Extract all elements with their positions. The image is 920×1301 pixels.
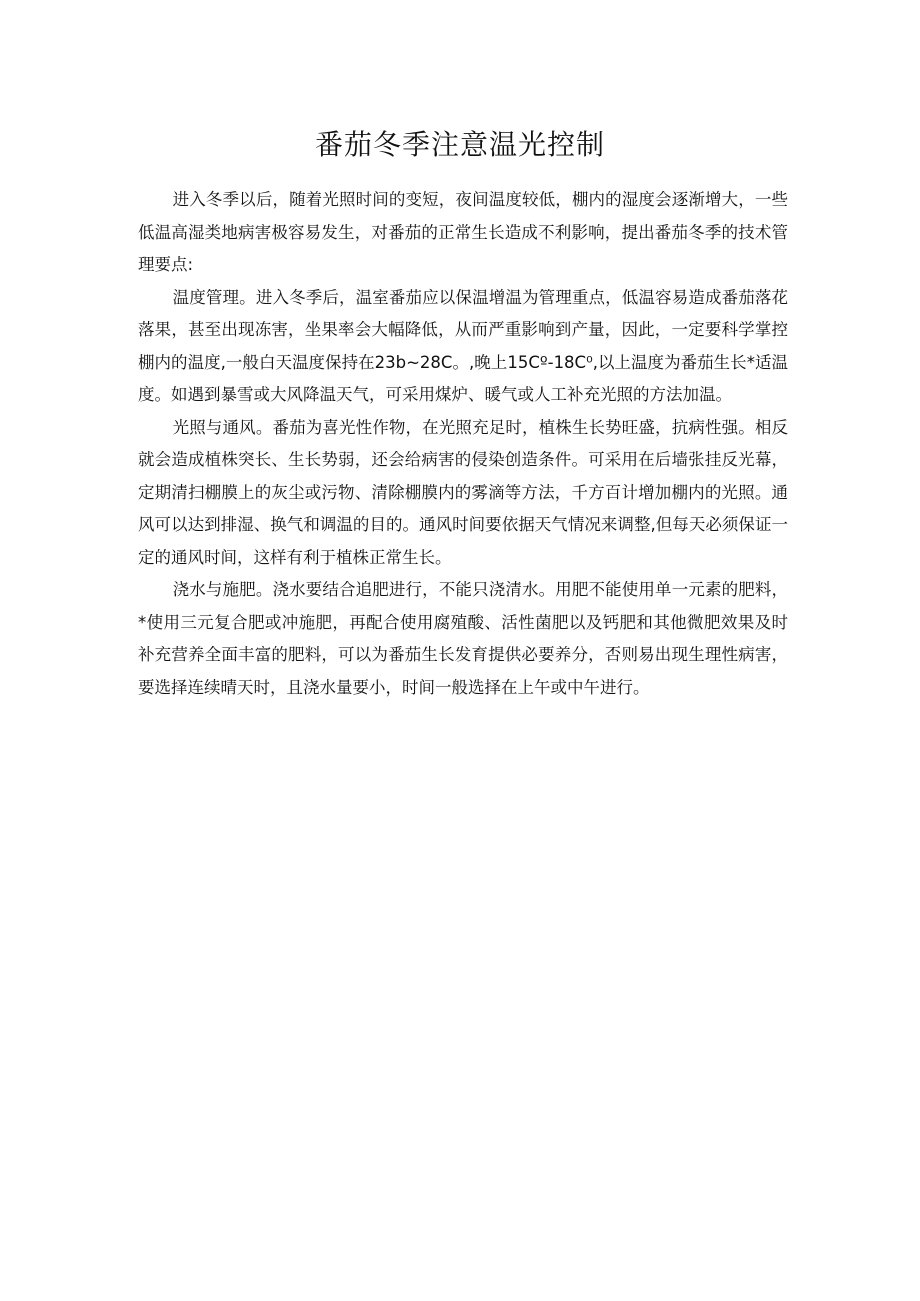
document-body — [138, 184, 788, 704]
document-title: 番茄冬季注意温光控制 — [314, 128, 605, 161]
temperature-paragraph: 温度管理。进入冬季后，温室番茄应以保温增温为管理重点，低温容易造成番茄落花落果，甚至出现冻害，坐果率会大幅降低，从而严重影响到产量，因此，一定要科学掌控棚内的温度,一般白天温度保持在23b~28C。,晚上15Cº-18C⁰,以上温度为番茄生长*适温度。如遇到暴雪或大风降温天气，可采用煤炉、暖气或人工补充光照的方法加温。 — [138, 287, 788, 404]
intro-paragraph: 进入冬季以后，随着光照时间的变短，夜间温度较低，棚内的湿度会逐渐增大，一些低温高湿类地病害极容易发生，对番茄的正常生长造成不利影响，提出番茄冬季的技术管理要点: — [138, 190, 788, 274]
light-ventilation-paragraph: 光照与通风。番茄为喜光性作物，在光照充足时，植株生长势旺盛，抗病性强。相反就会造成植株突长、生长势弱，还会给病害的侵染创造条件。可采用在后墙张挂反光幕，定期清扫棚膜上的灰尘或污物、清除棚膜内的雾滴等方法，千方百计增加棚内的光照。通风可以达到排湿、换气和调温的目的。通风时间要依据天气情况来调整,但每天必须保证一定的通风时间，这样有利于植株正常生长。 — [138, 417, 788, 567]
water-fertilizer-paragraph: 浇水与施肥。浇水要结合追肥进行，不能只浇清水。用肥不能使用单一元素的肥料，*使用三元复合肥或冲施肥，再配合使用腐殖酸、活性菌肥以及钙肥和其他微肥效果及时补充营养全面丰富的肥料，可以为番茄生长发育提供必要养分，否则易出现生理性病害，要选择连续晴天时，且浇水量要小，时间一般选择在上午或中午进行。 — [138, 580, 788, 697]
